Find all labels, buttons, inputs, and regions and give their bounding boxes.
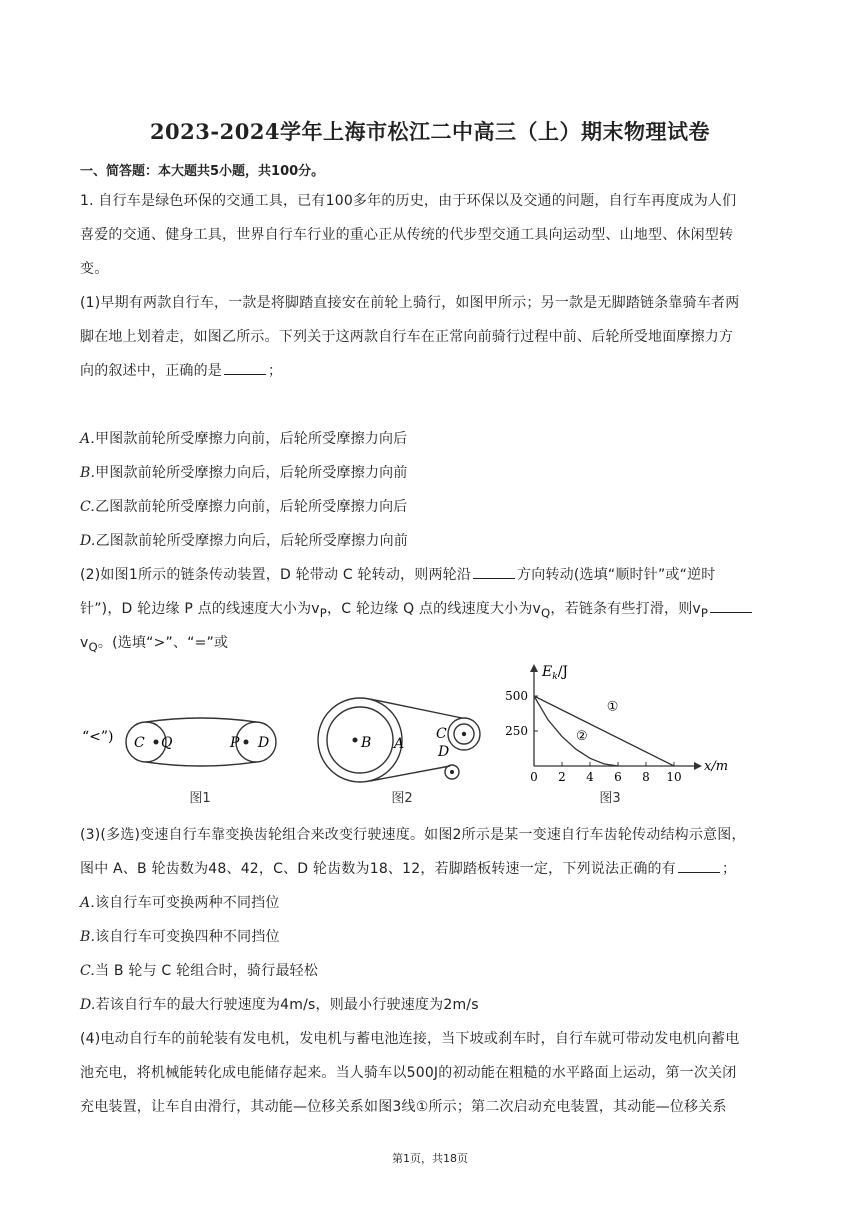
q1-part2-text-g: 。(选填“>”、“=”或 [97,635,229,651]
q1-part2-line-3 [80,632,780,654]
option-text: 甲图款前轮所受摩擦力向前，后轮所受摩擦力向后 [94,431,408,447]
q1-part2-text-c: 针”)，D 轮边缘 P 点的线速度大小为v [80,601,320,617]
label-c: C [134,735,145,751]
q1-part2-line-2 [80,598,780,620]
option-letter: D. [80,533,96,549]
part1-option-b [80,462,780,482]
q1-part3-line-2 [80,858,780,878]
tensioner-center [450,770,454,774]
wheel-d [236,722,276,762]
part1-option-d [80,530,780,550]
x-tick-label: 8 [642,770,650,784]
page-title: 2023-2024学年上海市松江二中高三（上）期末物理试卷 [149,119,711,144]
figures-svg [70,656,790,812]
q1-part2-text-f: v [80,635,89,651]
q1-part3-end: ； [721,861,737,877]
chain-lower [370,766,450,781]
figures-row [70,656,790,812]
figure-3-chart [505,664,728,806]
gear-b [327,707,393,773]
figure-2-label: 图2 [391,791,413,806]
option-letter: B. [80,465,96,481]
gear-b-center [353,738,358,743]
chain-bottom [146,762,256,766]
q1-intro-line-2: 喜爱的交通、健身工具，世界自行车行业的重心正从传统的代步型交通工具向运动型、山地型、休闲型转 [80,227,734,243]
y-axis-arrow [530,664,538,672]
option-text: 乙图款前轮所受摩擦力向后，后轮所受摩擦力向前 [95,533,408,549]
answer-blank[interactable] [224,362,266,375]
q1-part4-line-3: 充电装置，让车自由滑行，其动能—位移关系如图3线①所示；第二次启动充电装置，其动能—位移关系 [80,1099,727,1115]
option-text: 甲图款前轮所受摩擦力向后，后轮所受摩擦力向前 [95,465,408,481]
wheel-c [126,722,166,762]
figure-1 [126,718,276,806]
part1-option-c [80,496,780,516]
x-tick-label: 2 [558,770,566,784]
point-q [154,740,159,745]
chain-upper [370,699,462,718]
label-c: C [436,726,447,742]
page-footer: 第1页，共18页 [392,1152,468,1165]
section-heading: 一、简答题：本大题共5小题，共100分。 [80,164,325,179]
label-d: D [438,744,450,760]
x-tick-label: 0 [530,770,538,784]
series-line-1 [534,696,674,766]
q1-part1-line-2: 脚在地上划着走，如图乙所示。下列关于这两款自行车在正常向前骑行过程中前、后轮所受地面摩擦力方 [80,329,734,345]
gear-cd-center [462,732,466,736]
x-tick-label: 10 [666,770,682,784]
answer-blank[interactable] [473,566,515,579]
figure-1-label: 图1 [189,791,211,806]
q1-part4-line-1: (4)电动自行车的前轮装有发电机，发电机与蓄电池连接，当下坡或刹车时，自行车就可带动发电机向蓄电 [80,1031,740,1047]
q1-part4-line-2: 池充电，将机械能转化成电能储存起来。当人骑车以500J的初动能在粗糙的水平路面上运动，第一次关闭 [80,1065,737,1081]
option-letter: D. [80,997,96,1013]
answer-blank[interactable] [710,600,752,613]
subscript: Q [541,605,551,620]
chain-top [146,718,256,722]
q1-part3-text: 图中 A、B 轮齿数为48、42，C、D 轮齿数为18、12，若脚踏板转速一定，下列说法正确的有 [80,861,676,877]
option-text: 当 B 轮与 C 轮组合时，骑行最轻松 [95,963,319,979]
option-letter: A. [80,431,95,447]
label-p: P [230,735,240,751]
q1-part2-line-1 [80,564,780,584]
x-axis-arrow [694,762,702,770]
q1-part2-text-e: ，若链条有些打滑，则v [550,601,701,617]
option-letter: C. [80,963,96,979]
subscript: Q [88,639,98,654]
x-tick-label: 4 [586,770,594,784]
part3-option-a [80,892,780,912]
x-tick-label: 6 [614,770,622,784]
option-text: 若该自行车的最大行驶速度为4m/s，则最小行驶速度为2m/s [95,997,479,1013]
part3-option-b [80,926,780,946]
point-p [244,740,249,745]
y-tick-label: 500 [505,689,528,703]
figure-2 [318,698,480,806]
series-label-1: ① [606,699,619,715]
option-text: 该自行车可变换两种不同挡位 [94,895,280,911]
y-axis-label: $E_k/J$ [542,664,569,682]
option-letter: B. [80,929,96,945]
q1-part3-line-1: (3)(多选)变速自行车靠变换齿轮组合来改变行驶速度。如图2所示是某一变速自行车齿轮传动结构示意图， [80,827,746,843]
q1-part2-text-a: (2)如图1所示的链条传动装置，D 轮带动 C 轮转动，则两轮沿 [80,567,472,583]
part3-option-d [80,994,780,1014]
subscript: P [700,605,709,620]
q1-part1-line-1: (1)早期有两款自行车，一款是将脚踏直接安在前轮上骑行，如图甲所示；另一款是无脚踏链条靠骑车者两 [80,295,740,311]
part1-option-a [80,428,780,448]
q1-intro-line-1: 1. 自行车是绿色环保的交通工具，已有100多年的历史，由于环保以及交通的问题，自行车再度成为人们 [80,193,737,209]
q1-part2-text-b: 方向转动(选填“顺时针”或“逆时 [517,567,716,583]
q1-part2-tail: “<”) [82,729,114,745]
part3-option-c [80,960,780,980]
option-letter: A. [80,895,95,911]
figure-3-label: 图3 [599,791,621,806]
chart-marks [505,689,682,784]
answer-blank[interactable] [678,860,720,873]
option-text: 乙图款前轮所受摩擦力向前，后轮所受摩擦力向后 [95,499,408,515]
q1-intro-line-3: 变。 [80,261,109,277]
q1-part2-text-d: ，C 轮边缘 Q 点的线速度大小为v [327,601,542,617]
q1-part1-text: 向的叙述中，正确的是 [80,363,222,379]
label-b: B [361,735,372,751]
q1-part1-end: ； [268,363,283,379]
subscript: P [319,605,328,620]
series-label-2: ② [576,729,588,745]
y-tick-label: 250 [505,724,528,738]
option-letter: C. [80,499,96,515]
q1-part1-line-3 [80,360,780,380]
gear-a [318,698,405,782]
label-a: A [394,736,405,752]
option-text: 该自行车可变换四种不同挡位 [95,929,280,945]
x-axis-label: x/m [704,759,729,774]
label-q: Q [161,735,173,751]
label-d: D [258,735,270,751]
